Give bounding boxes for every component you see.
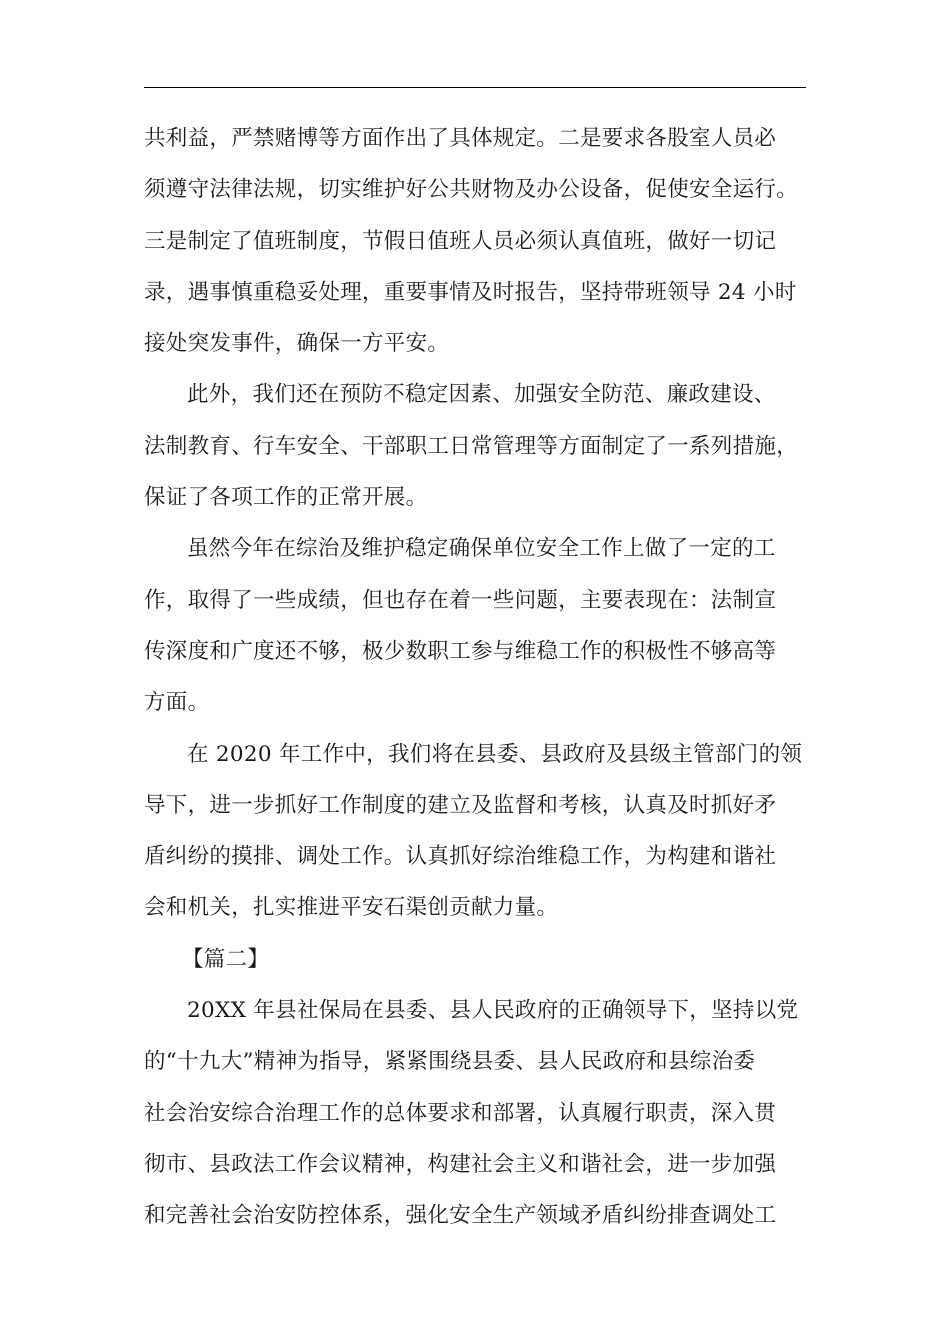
text-line: 会和机关，扎实推进平安石渠创贡献力量。 <box>144 895 559 921</box>
text-line: 盾纠纷的摸排、调处工作。认真抓好综治维稳工作，为构建和谐社 <box>144 844 777 870</box>
text-line: 导下，进一步抓好工作制度的建立及监督和考核，认真及时抓好矛 <box>144 792 777 818</box>
text-line: 接处突发事件，确保一方平安。 <box>144 331 450 357</box>
document-body <box>144 113 824 1242</box>
paragraph-first-line: 虽然今年在综治及维护稳定确保单位安全工作上做了一定的工 <box>187 536 776 562</box>
paragraph-first-line: 20XX 年县社保局在县委、县人民政府的正确领导下，坚持以党 <box>187 998 799 1024</box>
text-line: 共利益，严禁赌博等方面作出了具体规定。二是要求各股室人员必 <box>144 126 777 151</box>
text-line: 的“十九大”精神为指导，紧紧围绕县委、县人民政府和县综治委 <box>144 1049 756 1075</box>
header-rule <box>144 87 806 88</box>
text-line: 彻市、县政法工作会议精神，构建社会主义和谐社会，进一步加强 <box>144 1151 777 1177</box>
text-line: 须遵守法律法规，切实维护好公共财物及办公设备，促使安全运行。 <box>144 177 799 203</box>
text-line: 作，取得了一些成绩，但也存在着一些问题，主要表现在：法制宣 <box>144 587 777 613</box>
text-line: 社会治安综合治理工作的总体要求和部署，认真履行职责，深入贯 <box>144 1100 777 1126</box>
text-line: 三是制定了值班制度，节假日值班人员必须认真值班，做好一切记 <box>144 228 777 254</box>
text-line: 方面。 <box>144 690 210 716</box>
text-line: 保证了各项工作的正常开展。 <box>144 485 428 511</box>
section-heading: 【篇二】 <box>182 946 270 972</box>
text-line: 和完善社会治安防控体系，强化安全生产领域矛盾纠纷排查调处工 <box>144 1203 777 1229</box>
text-line: 法制教育、行车安全、干部职工日常管理等方面制定了一系列措施， <box>144 433 799 459</box>
paragraph-first-line: 在 2020 年工作中，我们将在县委、县政府及县级主管部门的领 <box>187 741 803 767</box>
text-line: 传深度和广度还不够，极少数职工参与维稳工作的积极性不够高等 <box>144 638 777 664</box>
text-line: 录，遇事慎重稳妥处理，重要事情及时报告，坚持带班领导 24 小时 <box>144 279 797 305</box>
paragraph-first-line: 此外，我们还在预防不稳定因素、加强安全防范、廉政建设、 <box>187 382 776 408</box>
